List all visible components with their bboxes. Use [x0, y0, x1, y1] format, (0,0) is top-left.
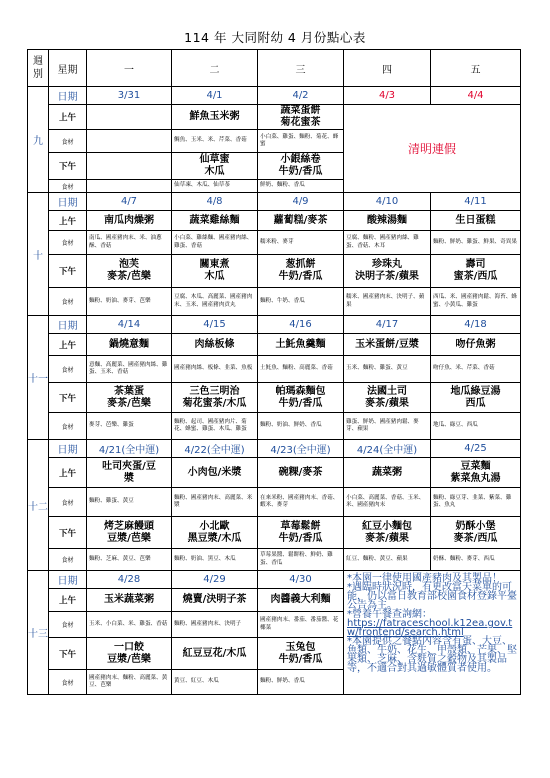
date-cell: 4/3 [344, 87, 431, 105]
note-menu-change: *遇臨時狀況時，有更改當天菜單的可能，仍以當日教育部校園食材登錄平臺公告為主。 [347, 582, 517, 611]
ingredient-cell: 國產豬肉末、番茄、番茄醬、花椰菜 [258, 612, 344, 638]
date-cell: 4/21(全中運) [87, 440, 172, 458]
dish-cell: 豆菜麵 紫菜魚丸湯 [431, 458, 521, 488]
ingredient-cell: 玉米、小白菜、米、雞蛋、香菇 [87, 612, 172, 638]
week-number: 十一 [28, 316, 49, 440]
dish-cell: 土魠魚羹麵 [258, 334, 344, 356]
dish-cell: 肉絲板條 [172, 334, 258, 356]
week-am-ing-row [28, 356, 521, 383]
dish-cell [87, 153, 172, 180]
week-header: 週 別 [28, 50, 49, 87]
week-date-row [28, 193, 521, 211]
ingredient-cell: 黃豆、紅豆、木瓜 [172, 670, 258, 695]
holiday-cell: 清明連假 [344, 105, 521, 193]
dish-cell: 地瓜綠豆湯 西瓜 [431, 383, 521, 413]
date-label: 日期 [49, 440, 87, 458]
week-date-row [28, 87, 521, 105]
dish-cell: 鍋燒意麵 [87, 334, 172, 356]
weekday-header: 五 [431, 50, 521, 87]
ingredient-cell: 小白菜、雞絲麵、國產豬肉絲、雞蛋、香菇 [172, 231, 258, 255]
ingredient-cell: 鯛魚、玉米、米、芹菜、香菇 [172, 130, 258, 153]
ingredient-cell: 豆腐、麵粉、國產豬肉絲、雞蛋、香菇、木耳 [344, 231, 431, 255]
dish-cell: 壽司 蜜茶/西瓜 [431, 255, 521, 288]
dish-cell: 奶酥小堡 麥茶/西瓜 [431, 517, 521, 549]
week-date-row [28, 571, 521, 589]
ingredient-cell: 雞蛋、鮮奶、國產豬肉鬆、麥芽、蘋果 [344, 413, 431, 440]
dish-cell: 燒賣/決明子茶 [172, 589, 258, 612]
ingredient-cell: 麥芽、芭樂、雞蛋 [87, 413, 172, 440]
dish-cell: 南瓜肉燥粥 [87, 211, 172, 231]
ingredient-cell: 麵粉、鮮奶、香瓜 [258, 670, 344, 695]
dish-cell: 三色三明治 菊花蜜茶/木瓜 [172, 383, 258, 413]
ingredient-cell: 仙草凍、木瓜、仙草茶 [172, 180, 258, 193]
ingredient-cell: 糯米粉、麥芽 [258, 231, 344, 255]
ingredient-cell: 南瓜、國產豬肉末、米、油蔥酥、香菇 [87, 231, 172, 255]
ingredient-cell: 麵粉、奶油、麥芽、芭樂 [87, 288, 172, 316]
dish-cell: 蘿蔔糕/麥茶 [258, 211, 344, 231]
dish-cell [87, 105, 172, 130]
ingredient-cell: 麵粉、奶油、鮮奶、香瓜 [258, 413, 344, 440]
weekday-header: 三 [258, 50, 344, 87]
week-am-row [28, 105, 521, 130]
ingredient-cell: 在來米粉、國產豬肉末、香菇、蝦米、麥芽 [258, 488, 344, 517]
lunch-query-link[interactable]: https://fatraceschool.k12ea.gov.tw/frontend/search.html [347, 618, 513, 638]
ingredient-cell [87, 180, 172, 193]
ingredient-cell: 豆腐、木瓜、高麗菜、國產豬肉末、玉米、國產豬肉貢丸 [172, 288, 258, 316]
week-pm-row [28, 383, 521, 413]
dish-cell: 吐司夾蛋/豆 漿 [87, 458, 172, 488]
ingredient-cell: 麵粉、綠豆芽、韭菜、紫菜、雞蛋、魚丸 [431, 488, 521, 517]
ingredient-cell: 麵粉、牛奶、香瓜 [258, 288, 344, 316]
ingredient-cell: 土魠魚、麵粉、高麗菜、香菇 [258, 356, 344, 383]
date-cell: 3/31 [87, 87, 172, 105]
date-cell: 4/11 [431, 193, 521, 211]
note-pork: *本園一律使用國產豬肉及其製品！ [347, 573, 502, 584]
pm-label: 下午 [49, 255, 87, 288]
week-pm-ing-row [28, 549, 521, 571]
ingredient-cell: 麵粉、雞蛋、黃豆 [87, 488, 172, 517]
am-label: 上午 [49, 211, 87, 231]
week-am-ing-row [28, 488, 521, 517]
pm-label: 下午 [49, 638, 87, 670]
day-header: 星期 [49, 50, 87, 87]
pm-label: 下午 [49, 517, 87, 549]
week-date-row [28, 316, 521, 334]
ingredient-cell: 玉米、麵粉、雞蛋、黃豆 [344, 356, 431, 383]
dish-cell: 吻仔魚粥 [431, 334, 521, 356]
am_ing-label: 食材 [49, 130, 87, 153]
dish-cell: 酸辣湯麵 [344, 211, 431, 231]
dish-cell: 生日蛋糕 [431, 211, 521, 231]
date-cell: 4/8 [172, 193, 258, 211]
ingredient-cell: 麵粉、國產豬肉末、決明子 [172, 612, 258, 638]
am_ing-label: 食材 [49, 612, 87, 638]
am-label: 上午 [49, 589, 87, 612]
note-allergens: *本園提供之餐點內容含有蛋、大豆、魚類、牛奶、花生、甲殼類、芒果、堅果類、芝麻、含麩質之穀物及其製品等，不適合對其過敏體質者使用。 [347, 636, 517, 674]
date-cell: 4/9 [258, 193, 344, 211]
ingredient-cell: 國產豬肉絲、板條、韭菜、魚板 [172, 356, 258, 383]
dish-cell: 仙草蜜 木瓜 [172, 153, 258, 180]
date-cell: 4/7 [87, 193, 172, 211]
dish-cell: 小北歐 黑豆漿/木瓜 [172, 517, 258, 549]
dish-cell: 烤芝麻饅頭 豆漿/芭樂 [87, 517, 172, 549]
dish-cell: 茶葉蛋 麥茶/芭樂 [87, 383, 172, 413]
pm_ing-label: 食材 [49, 549, 87, 571]
date-cell: 4/29 [172, 571, 258, 589]
date-cell: 4/22(全中運) [172, 440, 258, 458]
ingredient-cell: 小白菜、雞蛋、麵粉、菊花、蜂蜜 [258, 130, 344, 153]
ingredient-cell: 麵粉、芝麻、黃豆、芭樂 [87, 549, 172, 571]
week-date-row [28, 440, 521, 458]
date-cell: 4/15 [172, 316, 258, 334]
ingredient-cell: 小白菜、高麗菜、香菇、玉米、米、國產豬肉末 [344, 488, 431, 517]
dish-cell: 碗粿/麥茶 [258, 458, 344, 488]
pm_ing-label: 食材 [49, 670, 87, 695]
ingredient-cell [87, 130, 172, 153]
dish-cell: 泡芙 麥茶/芭樂 [87, 255, 172, 288]
week-am-row [28, 458, 521, 488]
dish-cell: 法國土司 麥茶/蘋果 [344, 383, 431, 413]
week-number: 十 [28, 193, 49, 316]
date-cell: 4/28 [87, 571, 172, 589]
date-cell: 4/10 [344, 193, 431, 211]
ingredient-cell: 麵粉、鮮奶、雞蛋、鮮果、奇異果 [431, 231, 521, 255]
date-cell: 4/25 [431, 440, 521, 458]
ingredient-cell: 麵粉、起司、國產豬肉片、菊花、蜂蜜、雞蛋、木瓜、雞蛋 [172, 413, 258, 440]
dish-cell: 玉兔包 牛奶/香瓜 [258, 638, 344, 670]
ingredient-cell: 紅豆、麵粉、黃豆、蘋果 [344, 549, 431, 571]
pm_ing-label: 食材 [49, 413, 87, 440]
week-am-row [28, 211, 521, 231]
am_ing-label: 食材 [49, 231, 87, 255]
ingredient-cell: 麵粉、國產豬肉末、高麗菜、米漿 [172, 488, 258, 517]
am_ing-label: 食材 [49, 488, 87, 517]
date-cell: 4/30 [258, 571, 344, 589]
pm_ing-label: 食材 [49, 180, 87, 193]
ingredient-cell: 奶酥、麵粉、麥芽、西瓜 [431, 549, 521, 571]
date-cell: 4/2 [258, 87, 344, 105]
am-label: 上午 [49, 105, 87, 130]
weekday-header: 一 [87, 50, 172, 87]
ingredient-cell: 西瓜、米、國產豬肉鬆、海苔、蜂蜜、小黃瓜、雞蛋 [431, 288, 521, 316]
dish-cell: 小銀絲卷 牛奶/香瓜 [258, 153, 344, 180]
dish-cell: 鮮魚玉米粥 [172, 105, 258, 130]
dish-cell: 蔬菜粥 [344, 458, 431, 488]
date-label: 日期 [49, 193, 87, 211]
ingredient-cell: 意麵、高麗菜、國產豬肉絲、雞蛋、玉米、香菇 [87, 356, 172, 383]
date-cell: 4/1 [172, 87, 258, 105]
dish-cell: 蔬菜蛋餅 菊花蜜茶 [258, 105, 344, 130]
am-label: 上午 [49, 458, 87, 488]
ingredient-cell: 草莓果醬、鬆餅粉、鮮奶、雞蛋、香瓜 [258, 549, 344, 571]
week-pm-row [28, 517, 521, 549]
date-cell: 4/14 [87, 316, 172, 334]
am-label: 上午 [49, 334, 87, 356]
ingredient-cell: 麵粉、奶油、黑豆、木瓜 [172, 549, 258, 571]
dish-cell: 蔬菜雞絲麵 [172, 211, 258, 231]
dish-cell: 關東煮 木瓜 [172, 255, 258, 288]
date-label: 日期 [49, 571, 87, 589]
week-number: 十二 [28, 440, 49, 571]
date-cell: 4/23(全中運) [258, 440, 344, 458]
week-number: 十三 [28, 571, 49, 695]
week-pm-row [28, 255, 521, 288]
week-number: 九 [28, 87, 49, 193]
week-pm-ing-row [28, 288, 521, 316]
dish-cell: 小肉包/米漿 [172, 458, 258, 488]
dish-cell: 一口餃 豆漿/芭樂 [87, 638, 172, 670]
am_ing-label: 食材 [49, 356, 87, 383]
week-pm-ing-row [28, 413, 521, 440]
date-label: 日期 [49, 87, 87, 105]
date-cell: 4/16 [258, 316, 344, 334]
date-label: 日期 [49, 316, 87, 334]
dish-cell: 玉米蔬菜粥 [87, 589, 172, 612]
header-row [28, 50, 521, 87]
date-cell: 4/4 [431, 87, 521, 105]
ingredient-cell: 吻仔魚、米、芹菜、香菇 [431, 356, 521, 383]
dish-cell: 帕瑪森麵包 牛奶/香瓜 [258, 383, 344, 413]
week-am-row [28, 334, 521, 356]
date-cell: 4/18 [431, 316, 521, 334]
snack-menu-table [27, 49, 521, 695]
weekday-header: 四 [344, 50, 431, 87]
ingredient-cell: 鮮奶、麵粉、香瓜 [258, 180, 344, 193]
notes-panel [344, 571, 521, 695]
dish-cell: 肉醬義大利麵 [258, 589, 344, 612]
dish-cell: 葱抓餅 牛奶/香瓜 [258, 255, 344, 288]
dish-cell: 紅豆小麵包 麥茶/蘋果 [344, 517, 431, 549]
date-cell: 4/24(全中運) [344, 440, 431, 458]
dish-cell: 紅豆豆花/木瓜 [172, 638, 258, 670]
weekday-header: 二 [172, 50, 258, 87]
note-lunch-query: *營養午餐查詢網： [347, 609, 432, 620]
dish-cell: 珍珠丸 決明子茶/蘋果 [344, 255, 431, 288]
dish-cell: 玉米蛋餅/豆漿 [344, 334, 431, 356]
pm-label: 下午 [49, 383, 87, 413]
week-am-ing-row [28, 231, 521, 255]
pm-label: 下午 [49, 153, 87, 180]
ingredient-cell: 糯米、國產豬肉末、決明子、蘋果 [344, 288, 431, 316]
page-title: 114 年 大同附幼 4 月份點心表 [184, 30, 366, 45]
ingredient-cell: 國產豬肉末、麵粉、高麗菜、黃豆、芭樂 [87, 670, 172, 695]
date-cell: 4/17 [344, 316, 431, 334]
dish-cell: 草莓鬆餅 牛奶/香瓜 [258, 517, 344, 549]
ingredient-cell: 地瓜、綠豆、西瓜 [431, 413, 521, 440]
pm_ing-label: 食材 [49, 288, 87, 316]
